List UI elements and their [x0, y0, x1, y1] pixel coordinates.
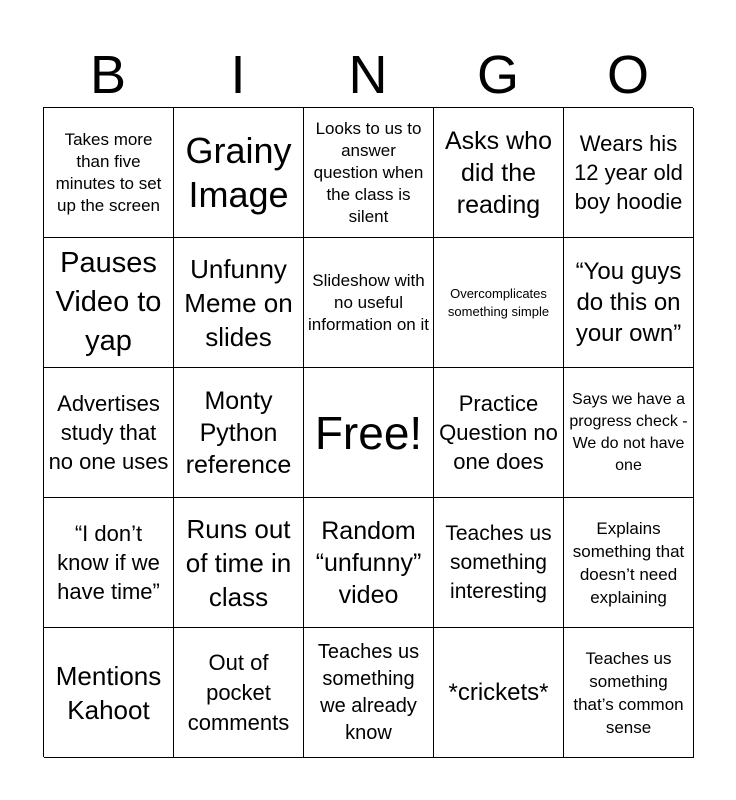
bingo-cell[interactable]: [174, 108, 304, 238]
bingo-cell[interactable]: [304, 238, 434, 368]
cell-text: Practice Question no one does: [439, 391, 558, 474]
bingo-grid: [43, 107, 693, 757]
cell-text: “You guys do this on your own”: [575, 258, 682, 347]
bingo-cell[interactable]: [44, 368, 174, 498]
bingo-cell[interactable]: [174, 498, 304, 628]
bingo-cell[interactable]: [434, 108, 564, 238]
bingo-header: [43, 44, 693, 106]
bingo-cell[interactable]: [564, 108, 694, 238]
bingo-cell[interactable]: [174, 628, 304, 758]
cell-text: Free!: [314, 406, 423, 459]
cell-text: Pauses Video to yap: [55, 247, 162, 357]
cell-text: Mentions Kahoot: [55, 660, 162, 725]
cell-text: Advertises study that no one uses: [48, 391, 169, 474]
bingo-cell[interactable]: [564, 238, 694, 368]
cell-text: Looks to us to answer question when the class is silent: [313, 118, 424, 226]
bingo-cell[interactable]: [434, 238, 564, 368]
bingo-cell[interactable]: [564, 498, 694, 628]
cell-text: Teaches us something that’s common sense: [573, 648, 684, 737]
cell-text: Out of pocket comments: [187, 649, 290, 735]
bingo-cell[interactable]: [434, 368, 564, 498]
bingo-cell[interactable]: [174, 238, 304, 368]
cell-text: “I don’t know if we have time”: [57, 521, 160, 604]
bingo-cell[interactable]: [44, 108, 174, 238]
bingo-cell[interactable]: [434, 628, 564, 758]
bingo-cell[interactable]: [44, 498, 174, 628]
cell-text: Random “unfunny” video: [315, 516, 422, 609]
bingo-cell[interactable]: [44, 238, 174, 368]
bingo-cell[interactable]: [564, 628, 694, 758]
bingo-cell[interactable]: [564, 368, 694, 498]
cell-text: Says we have a progress check - We do not have one: [569, 390, 688, 474]
bingo-cell[interactable]: [174, 368, 304, 498]
bingo-cell[interactable]: [304, 108, 434, 238]
cell-text: Teaches us something we already know: [317, 640, 420, 744]
cell-text: Takes more than five minutes to set up the screen: [55, 129, 162, 215]
cell-text: Runs out of time in class: [185, 513, 292, 612]
header-letter-o: O: [606, 45, 649, 105]
cell-text: Monty Python reference: [185, 386, 292, 479]
cell-text: Teaches us something interesting: [445, 522, 552, 603]
bingo-cell[interactable]: [304, 498, 434, 628]
header-letter-g: G: [476, 45, 519, 105]
cell-text: Explains something that doesn’t need explaining: [572, 518, 685, 607]
header-letter-n: N: [348, 45, 388, 105]
cell-text: Asks who did the reading: [445, 126, 552, 219]
bingo-cell[interactable]: [304, 628, 434, 758]
header-letter-b: B: [89, 45, 127, 105]
header-letter-i: I: [230, 45, 246, 105]
bingo-cell[interactable]: [44, 628, 174, 758]
bingo-cell[interactable]: [434, 498, 564, 628]
cell-text: Grainy Image: [185, 129, 292, 215]
cell-text: Overcomplicates something simple: [447, 285, 550, 319]
cell-text: Wears his 12 year old boy hoodie: [574, 131, 683, 214]
bingo-cell[interactable]: [304, 368, 434, 498]
cell-text: Slideshow with no useful information on it: [308, 270, 429, 334]
cell-text: *crickets*: [448, 678, 549, 706]
cell-text: Unfunny Meme on slides: [184, 253, 293, 352]
